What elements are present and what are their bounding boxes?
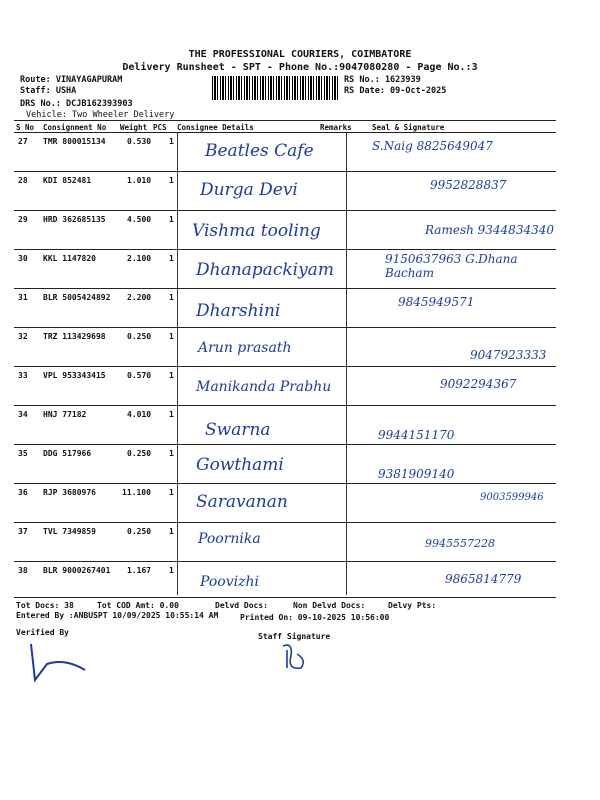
delivery-points: Delvy Pts: <box>388 601 437 610</box>
row-signature: 9845949571 <box>398 295 475 309</box>
table-row <box>0 250 600 288</box>
row-pcs: 1 <box>169 176 174 185</box>
table-row <box>0 445 600 483</box>
row-pcs: 1 <box>169 293 174 302</box>
row-weight: 0.250 <box>127 449 152 458</box>
row-sno: 38 <box>18 566 28 575</box>
row-consignee: Poovizhi <box>200 574 259 590</box>
table-row <box>0 328 600 366</box>
table-row <box>0 172 600 210</box>
row-consignment: HNJ 77182 <box>43 410 87 419</box>
row-consignment: BLR 9000267401 <box>43 566 111 575</box>
col-remarks: Remarks <box>320 123 352 132</box>
row-consignee: Vishma tooling <box>192 221 321 241</box>
table-bottom-rule <box>14 597 556 598</box>
table-top-rule <box>14 120 556 121</box>
row-weight: 0.250 <box>127 527 152 536</box>
row-sno: 35 <box>18 449 28 458</box>
row-pcs: 1 <box>169 332 174 341</box>
col-weight: Weight <box>120 123 148 132</box>
row-consignee: Durga Devi <box>200 180 298 200</box>
row-signature: S.Naig 8825649047 <box>372 139 493 153</box>
row-consignee: Beatles Cafe <box>205 141 314 161</box>
row-signature: 9381909140 <box>378 467 455 481</box>
row-consignment: TVL 7349859 <box>43 527 96 536</box>
row-sno: 32 <box>18 332 28 341</box>
row-consignment: HRD 362685135 <box>43 215 106 224</box>
entered-by: Entered By :ANBUSPT 10/09/2025 10:55:14 AM <box>16 611 219 620</box>
row-weight: 11.100 <box>122 488 151 497</box>
row-signature: 9865814779 <box>445 572 522 586</box>
col-pcs: PCS <box>153 123 167 132</box>
row-pcs: 1 <box>169 137 174 146</box>
row-consignee: Dharshini <box>196 301 281 321</box>
verifier-signature-mark <box>25 640 95 685</box>
row-signature: 9003599946 <box>480 492 544 503</box>
row-weight: 4.010 <box>127 410 152 419</box>
route-label: Route: VINAYAGAPURAM <box>20 75 123 85</box>
row-sno: 34 <box>18 410 28 419</box>
row-consignment: BLR 5005424892 <box>43 293 111 302</box>
delivered-docs: Delvd Docs: <box>215 601 268 610</box>
vehicle-label: Vehicle: Two Wheeler Delivery <box>26 110 175 120</box>
row-consignment: TMR 800015134 <box>43 137 106 146</box>
row-consignee: Swarna <box>205 420 271 440</box>
row-pcs: 1 <box>169 488 174 497</box>
row-signature: 9945557228 <box>425 537 495 550</box>
printed-on: Printed On: 09-10-2025 10:56:00 <box>240 613 390 622</box>
table-row <box>0 211 600 249</box>
row-signature: Ramesh 9344834340 <box>425 223 554 237</box>
col-seal: Seal & Signature <box>372 123 445 132</box>
row-signature: 9047923333 <box>470 348 547 362</box>
row-pcs: 1 <box>169 566 174 575</box>
row-signature: 9092294367 <box>440 377 517 391</box>
row-consignee: Poornika <box>198 531 261 547</box>
row-sno: 29 <box>18 215 28 224</box>
row-consignee: Dhanapackiyam <box>196 260 334 280</box>
row-consignee: Saravanan <box>196 492 288 512</box>
row-pcs: 1 <box>169 254 174 263</box>
staff-signature-label: Staff Signature <box>258 632 331 641</box>
row-weight: 1.167 <box>127 566 152 575</box>
row-consignee: Gowthami <box>196 455 284 475</box>
row-signature: 9150637963 G.Dhana Bacham <box>385 252 518 280</box>
staff-label: Staff: USHA <box>20 86 77 96</box>
table-row <box>0 289 600 327</box>
runsheet-subtitle: Delivery Runsheet - SPT - Phone No.:9047080280 - Page No.:3 <box>122 62 478 73</box>
row-pcs: 1 <box>169 527 174 536</box>
row-weight: 2.100 <box>127 254 152 263</box>
row-signature: 9944151170 <box>378 428 455 442</box>
row-weight: 0.570 <box>127 371 152 380</box>
col-sno: S No <box>16 123 35 132</box>
row-weight: 0.530 <box>127 137 152 146</box>
row-pcs: 1 <box>169 449 174 458</box>
rs-date: RS Date: 09-Oct-2025 <box>344 86 447 96</box>
col-consignee: Consignee Details <box>177 123 254 132</box>
row-consignment: KDI 852481 <box>43 176 92 185</box>
table-row <box>0 523 600 561</box>
row-sno: 33 <box>18 371 28 380</box>
drs-label: DRS No.: DCJB162393903 <box>20 99 133 109</box>
total-cod: Tot COD Amt: 0.00 <box>97 601 179 610</box>
row-pcs: 1 <box>169 371 174 380</box>
table-row <box>0 367 600 405</box>
row-consignment: DDG 517966 <box>43 449 92 458</box>
row-weight: 4.500 <box>127 215 152 224</box>
row-pcs: 1 <box>169 215 174 224</box>
table-row <box>0 133 600 171</box>
row-consignment: TRZ 113429698 <box>43 332 106 341</box>
non-delivered-docs: Non Delvd Docs: <box>293 601 366 610</box>
col-consignment: Consignment No <box>43 123 107 132</box>
company-title: THE PROFESSIONAL COURIERS, COIMBATORE <box>188 49 412 60</box>
verified-by-label: Verified By <box>16 628 69 637</box>
row-sno: 36 <box>18 488 28 497</box>
row-sno: 30 <box>18 254 28 263</box>
row-pcs: 1 <box>169 410 174 419</box>
row-consignment: KKL 1147820 <box>43 254 96 263</box>
row-sno: 28 <box>18 176 28 185</box>
row-weight: 1.010 <box>127 176 152 185</box>
barcode-image <box>212 76 338 100</box>
table-row <box>0 562 600 600</box>
table-row <box>0 484 600 522</box>
row-weight: 2.200 <box>127 293 152 302</box>
row-weight: 0.250 <box>127 332 152 341</box>
row-sno: 37 <box>18 527 28 536</box>
staff-signature-mark <box>275 640 315 675</box>
row-sno: 31 <box>18 293 28 302</box>
total-docs: Tot Docs: 38 <box>16 601 74 610</box>
table-row <box>0 406 600 444</box>
row-consignee: Arun prasath <box>198 340 292 356</box>
row-consignment: RJP 3680976 <box>43 488 96 497</box>
row-consignment: VPL 953343415 <box>43 371 106 380</box>
row-consignee: Manikanda Prabhu <box>196 379 332 395</box>
row-signature: 9952828837 <box>430 178 507 192</box>
row-sno: 27 <box>18 137 28 146</box>
rs-number: RS No.: 1623939 <box>344 75 421 85</box>
